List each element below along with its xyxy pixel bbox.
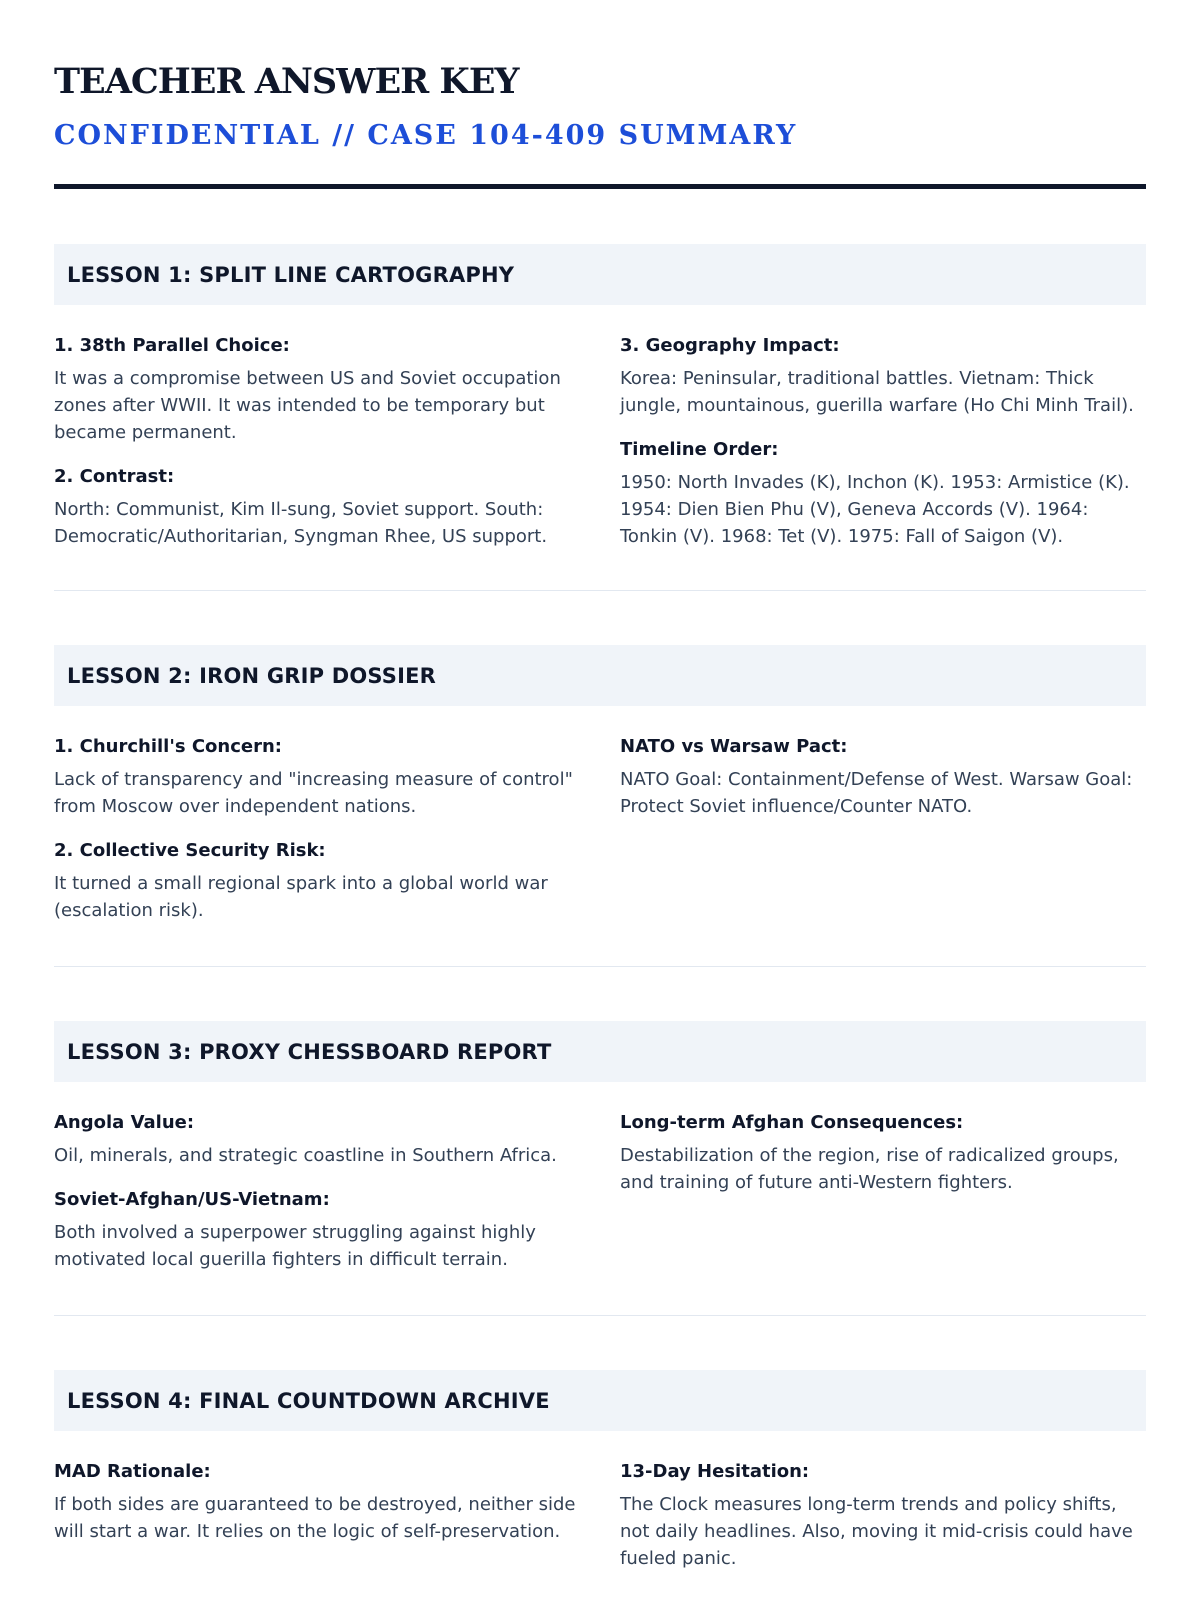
question-label: Soviet-Afghan/US-Vietnam: [54, 1189, 330, 1210]
lesson-4-header: LESSON 4: FINAL COUNTDOWN ARCHIVE [54, 1370, 1146, 1431]
answer-text: Both involved a superpower struggling against highly motivated local guerilla fighters in difficult terrain. [54, 1222, 536, 1270]
question-label: 3. Geography Impact: [620, 335, 840, 356]
lesson-1-header: LESSON 1: SPLIT LINE CARTOGRAPHY [54, 244, 1146, 305]
question-label: 2. Contrast: [54, 466, 175, 487]
lesson-4-right-column [620, 1459, 1146, 1590]
answer-item [54, 1459, 580, 1545]
answer-item [54, 333, 580, 446]
lesson-1-section [54, 244, 1146, 591]
section-divider [54, 590, 1146, 591]
answer-text: Korea: Peninsular, traditional battles. Vietnam: Thick jungle, mountainous, guerilla warfare (Ho Chi Minh Trail). [620, 368, 1134, 416]
answer-text: The Clock measures long-term trends and policy shifts, not daily headlines. Also, moving it mid-crisis could have fueled panic. [620, 1494, 1133, 1569]
lesson-3-grid [54, 1110, 1146, 1291]
answer-item [54, 1110, 580, 1169]
page-title: TEACHER ANSWER KEY [54, 61, 519, 102]
question-label: 13-Day Hesitation: [620, 1461, 810, 1482]
page-subtitle: CONFIDENTIAL // CASE 104-409 SUMMARY [54, 120, 798, 151]
lesson-3-header: LESSON 3: PROXY CHESSBOARD REPORT [54, 1021, 1146, 1082]
lesson-3-section [54, 1021, 1146, 1316]
lesson-2-right-column [620, 734, 1146, 942]
answer-item [54, 1187, 580, 1273]
lesson-2-grid [54, 734, 1146, 942]
question-label: 2. Collective Security Risk: [54, 840, 326, 861]
answer-item [54, 464, 580, 550]
question-label: Long-term Afghan Consequences: [620, 1112, 964, 1133]
answer-text: It turned a small regional spark into a global world war (escalation risk). [54, 873, 548, 921]
answer-text: North: Communist, Kim Il-sung, Soviet support. South: Democratic/Authoritarian, Syngman Rhee, US support. [54, 499, 548, 547]
answer-item [620, 333, 1146, 419]
lesson-1-right-column [620, 333, 1146, 568]
section-divider [54, 966, 1146, 967]
lesson-3-right-column [620, 1110, 1146, 1291]
question-label: Timeline Order: [620, 439, 779, 460]
lesson-4-grid [54, 1459, 1146, 1590]
answer-text: If both sides are guaranteed to be destroyed, neither side will start a war. It relies on the logic of self-preservation. [54, 1494, 576, 1542]
answer-item [620, 437, 1146, 550]
question-label: Angola Value: [54, 1112, 195, 1133]
lesson-2-section [54, 645, 1146, 967]
question-label: MAD Rationale: [54, 1461, 211, 1482]
lesson-1-grid [54, 333, 1146, 568]
section-divider [54, 1315, 1146, 1316]
lesson-4-left-column [54, 1459, 580, 1590]
answer-text: Lack of transparency and "increasing measure of control" from Moscow over independent nations. [54, 769, 573, 817]
question-label: 1. Churchill's Concern: [54, 736, 282, 757]
answer-item [620, 734, 1146, 820]
answer-item [620, 1459, 1146, 1572]
answer-text: 1950: North Invades (K), Inchon (K). 1953: Armistice (K). 1954: Dien Bien Phu (V), Geneva Accords (V). 1964: Tonkin (V). 1968: Tet (V). 1975: Fall of Saigon (V). [620, 472, 1130, 547]
answer-item [54, 838, 580, 924]
question-label: 1. 38th Parallel Choice: [54, 335, 290, 356]
header-divider [54, 184, 1146, 189]
lesson-3-left-column [54, 1110, 580, 1291]
lesson-2-left-column [54, 734, 580, 942]
answer-text: It was a compromise between US and Soviet occupation zones after WWII. It was intended to be temporary but became permanent. [54, 368, 561, 443]
answer-text: Oil, minerals, and strategic coastline in Southern Africa. [54, 1145, 557, 1166]
answer-item [620, 1110, 1146, 1196]
lesson-2-header: LESSON 2: IRON GRIP DOSSIER [54, 645, 1146, 706]
lesson-4-section [54, 1370, 1146, 1590]
question-label: NATO vs Warsaw Pact: [620, 736, 848, 757]
answer-item [54, 734, 580, 820]
answer-text: NATO Goal: Containment/Defense of West. Warsaw Goal: Protect Soviet influence/Counter NATO. [620, 769, 1133, 817]
answer-text: Destabilization of the region, rise of radicalized groups, and training of future anti-Western fighters. [620, 1145, 1119, 1193]
lesson-1-left-column [54, 333, 580, 568]
